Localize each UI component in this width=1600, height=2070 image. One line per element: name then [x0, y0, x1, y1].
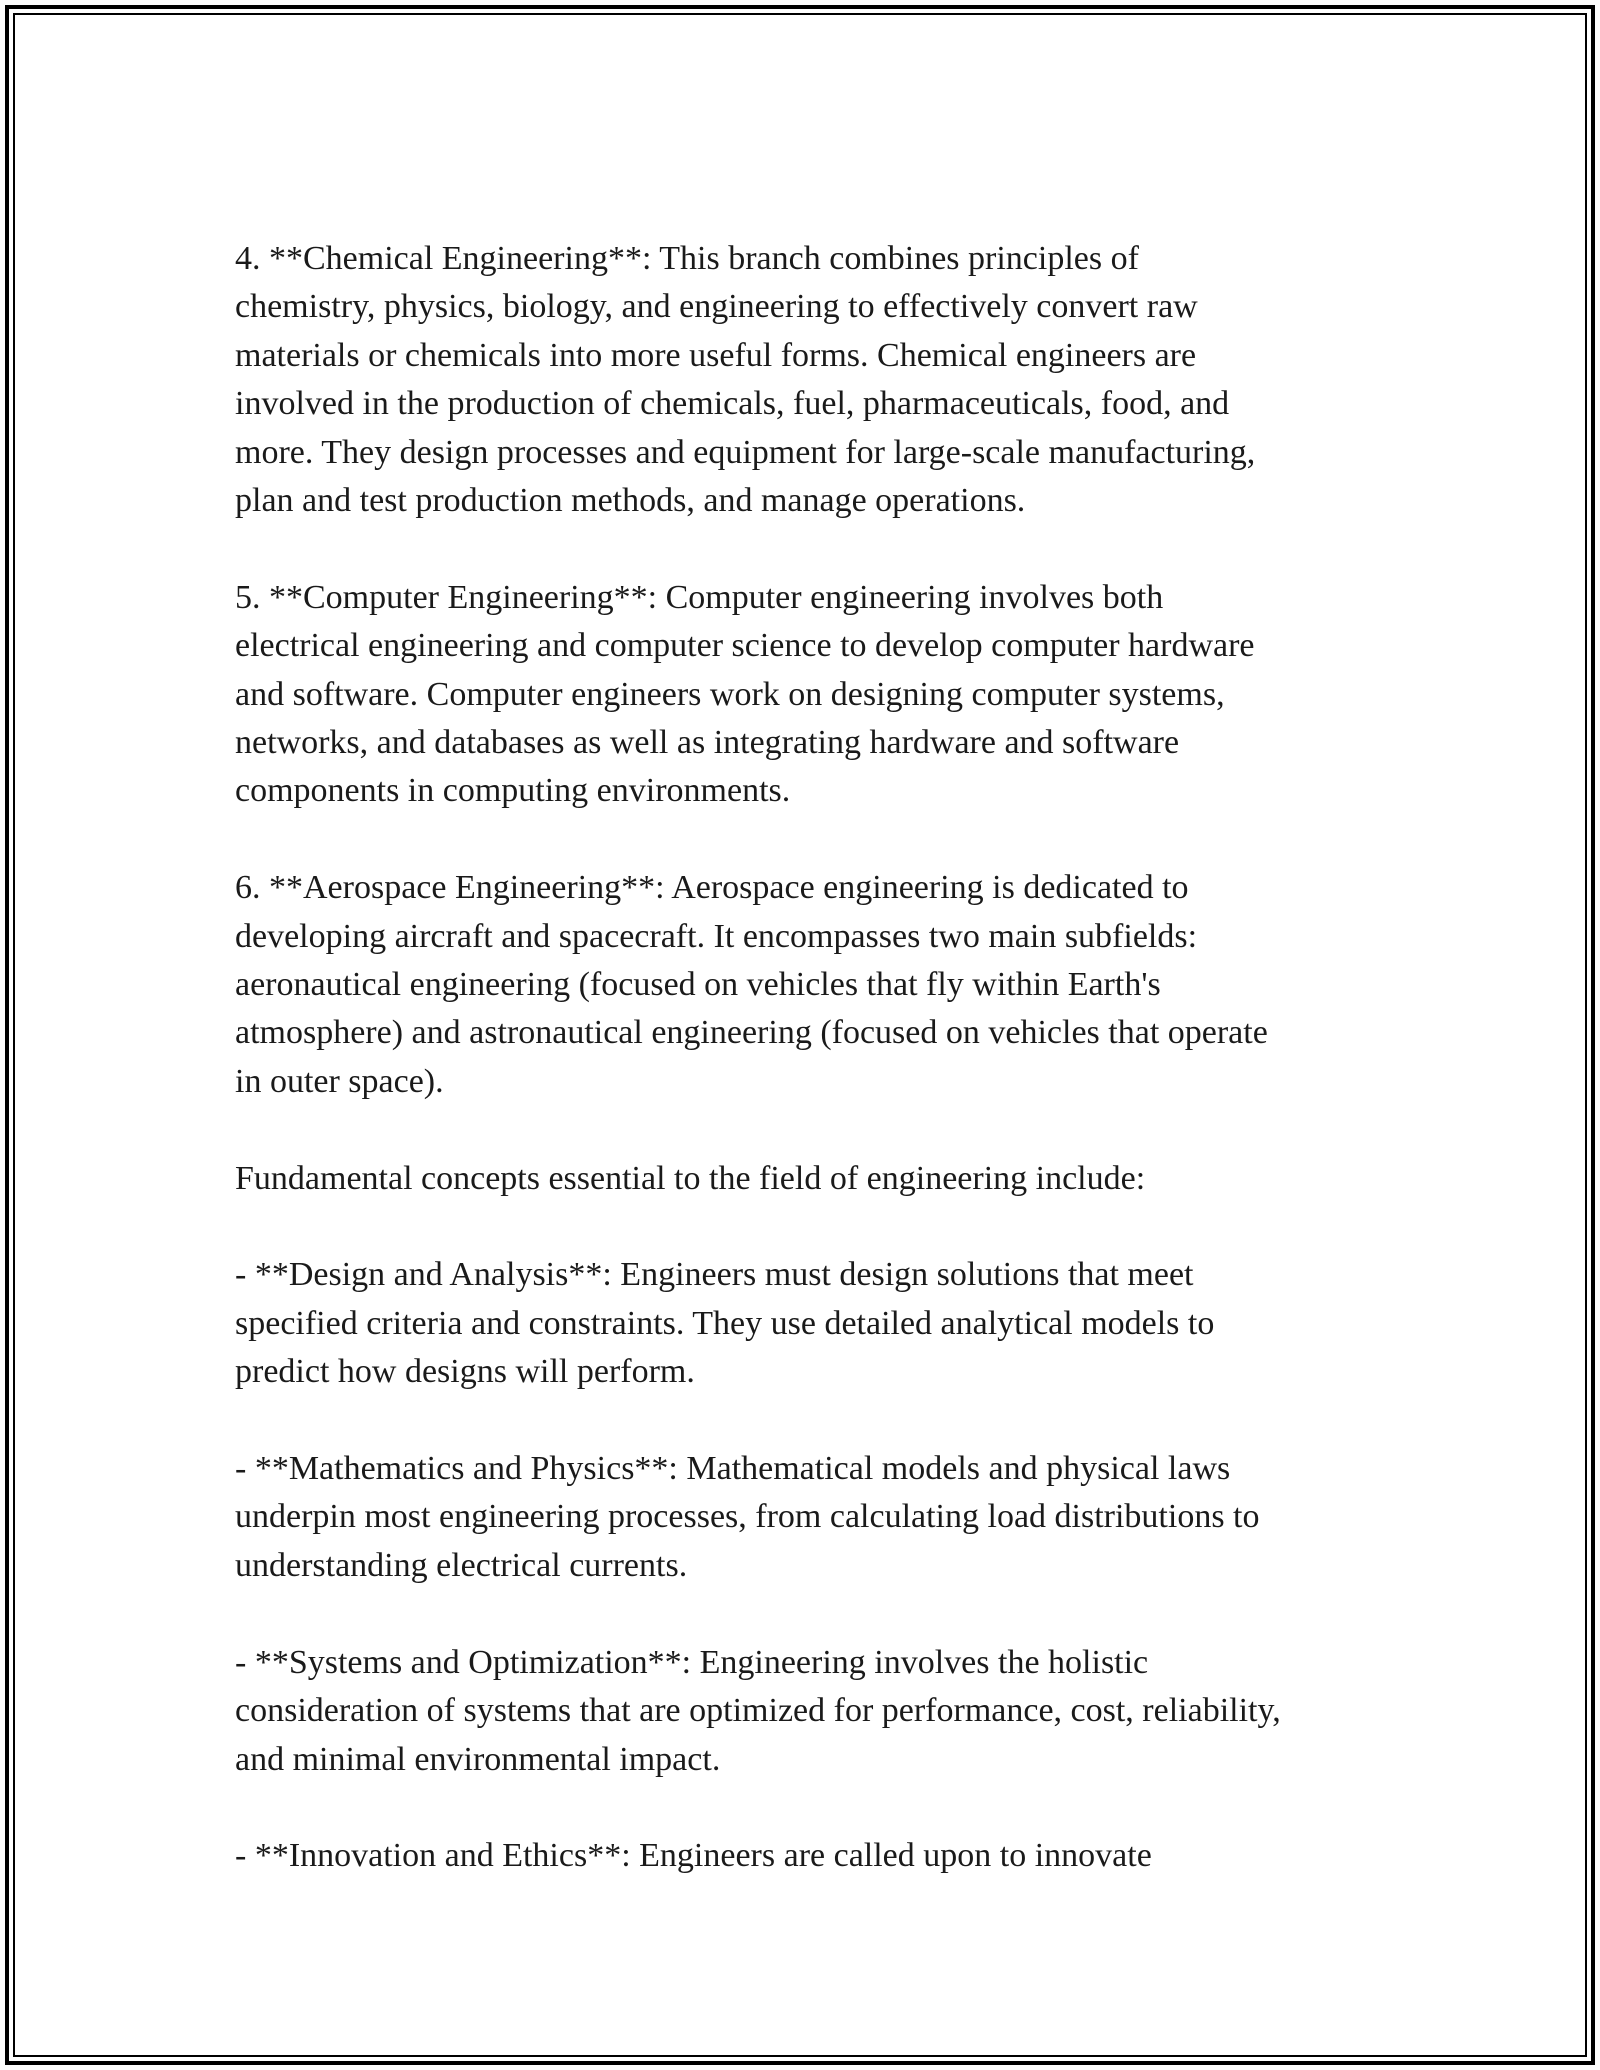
paragraph-mathematics-and-physics — [235, 1445, 1375, 1590]
text-line: understanding electrical currents. — [235, 1546, 688, 1584]
text-line: more. They design processes and equipment for large-scale manufacturing, — [235, 433, 1256, 471]
text-line: and software. Computer engineers work on designing computer systems, — [235, 675, 1225, 713]
text-line: aeronautical engineering (focused on vehicles that fly within Earth's — [235, 966, 1161, 1004]
paragraph-aerospace-engineering — [235, 864, 1375, 1106]
paragraph-design-and-analysis — [235, 1251, 1375, 1396]
text-line: - **Innovation and Ethics**: Engineers are called upon to innovate — [235, 1837, 1152, 1875]
text-line: components in computing environments. — [235, 772, 791, 810]
text-line: consideration of systems that are optimized for performance, cost, reliability, — [235, 1692, 1281, 1730]
text-line: and minimal environmental impact. — [235, 1740, 721, 1778]
text-line: - **Design and Analysis**: Engineers must design solutions that meet — [235, 1256, 1194, 1294]
text-line: networks, and databases as well as integrating hardware and software — [235, 724, 1180, 762]
text-line: chemistry, physics, biology, and engineering to effectively convert raw — [235, 288, 1198, 326]
text-line: 5. **Computer Engineering**: Computer engineering involves both — [235, 578, 1164, 616]
paragraph-chemical-engineering — [235, 235, 1375, 525]
document-body — [235, 235, 1375, 1929]
text-line: predict how designs will perform. — [235, 1353, 695, 1391]
text-line: 4. **Chemical Engineering**: This branch combines principles of — [235, 240, 1139, 277]
paragraph-innovation-and-ethics — [235, 1832, 1375, 1880]
paragraph-computer-engineering — [235, 574, 1375, 816]
text-line: - **Mathematics and Physics**: Mathematical models and physical laws — [235, 1450, 1231, 1488]
text-line: involved in the production of chemicals, fuel, pharmaceuticals, food, and — [235, 385, 1230, 423]
text-line: atmosphere) and astronautical engineering (focused on vehicles that operate — [235, 1014, 1268, 1052]
text-line: developing aircraft and spacecraft. It encompasses two main subfields: — [235, 917, 1198, 955]
paragraph-systems-and-optimization — [235, 1639, 1375, 1784]
paragraph-fundamental-concepts-intro — [235, 1155, 1375, 1203]
text-line: in outer space). — [235, 1062, 444, 1100]
text-line: - **Systems and Optimization**: Engineering involves the holistic — [235, 1643, 1149, 1681]
text-line: 6. **Aerospace Engineering**: Aerospace engineering is dedicated to — [235, 869, 1189, 907]
text-line: plan and test production methods, and manage operations. — [235, 482, 1026, 520]
text-line: Fundamental concepts essential to the field of engineering include: — [235, 1159, 1146, 1197]
text-line: specified criteria and constraints. They use detailed analytical models to — [235, 1304, 1215, 1342]
text-line: electrical engineering and computer science to develop computer hardware — [235, 627, 1255, 665]
text-line: underpin most engineering processes, from calculating load distributions to — [235, 1498, 1260, 1536]
text-line: materials or chemicals into more useful forms. Chemical engineers are — [235, 336, 1197, 374]
